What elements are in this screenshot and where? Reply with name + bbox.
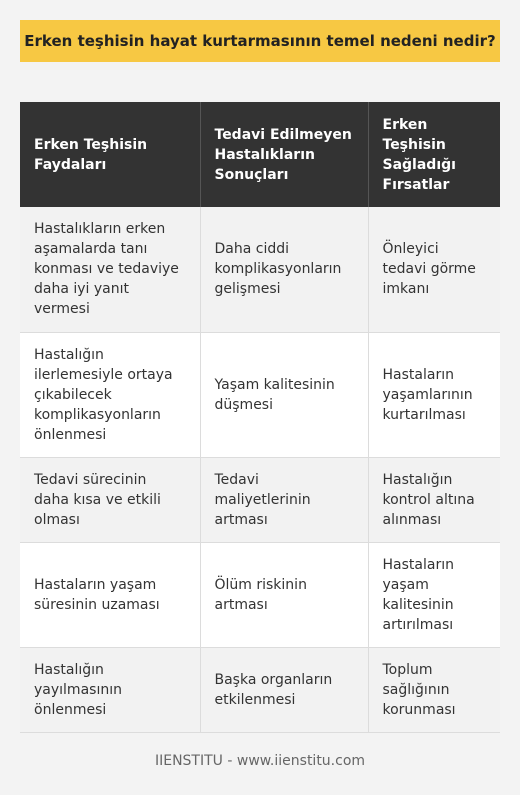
table-cell: Daha ciddi komplikasyonların gelişmesi xyxy=(200,207,368,332)
table-cell: Yaşam kalitesinin düşmesi xyxy=(200,332,368,457)
table-cell: Hastalığın yayılmasının önlenmesi xyxy=(20,647,200,732)
table-row xyxy=(20,207,500,332)
header-opportunities: Erken Teşhisin Sağladığı Fırsatlar xyxy=(368,102,500,207)
page-title: Erken teşhisin hayat kurtarmasının temel nedeni nedir? xyxy=(24,32,496,50)
table-cell: Ölüm riskinin artması xyxy=(200,542,368,647)
comparison-table xyxy=(20,102,500,733)
table-row xyxy=(20,647,500,732)
table-row xyxy=(20,457,500,542)
footer-credit: IIENSTITU - www.iienstitu.com xyxy=(154,753,366,769)
table-row xyxy=(20,332,500,457)
table-row xyxy=(20,542,500,647)
table-cell: Hastalıkların erken aşamalarda tanı konması ve tedaviye daha iyi yanıt vermesi xyxy=(20,207,200,332)
table-cell: Hastaların yaşam kalitesinin artırılması xyxy=(368,542,500,647)
table-cell: Başka organların etkilenmesi xyxy=(200,647,368,732)
table-cell: Tedavi sürecinin daha kısa ve etkili olması xyxy=(20,457,200,542)
table-cell: Hastalığın kontrol altına alınması xyxy=(368,457,500,542)
table-cell: Hastaların yaşamlarının kurtarılması xyxy=(368,332,500,457)
table-cell: Tedavi maliyetlerinin artması xyxy=(200,457,368,542)
table-cell: Hastaların yaşam süresinin uzaması xyxy=(20,542,200,647)
table-cell: Önleyici tedavi görme imkanı xyxy=(368,207,500,332)
table-header-row xyxy=(20,102,500,207)
table-cell: Hastalığın ilerlemesiyle ortaya çıkabilecek komplikasyonların önlenmesi xyxy=(20,332,200,457)
header-benefits: Erken Teşhisin Faydaları xyxy=(20,102,200,207)
title-banner xyxy=(20,20,500,62)
header-consequences: Tedavi Edilmeyen Hastalıkların Sonuçları xyxy=(200,102,368,207)
table-cell: Toplum sağlığının korunması xyxy=(368,647,500,732)
